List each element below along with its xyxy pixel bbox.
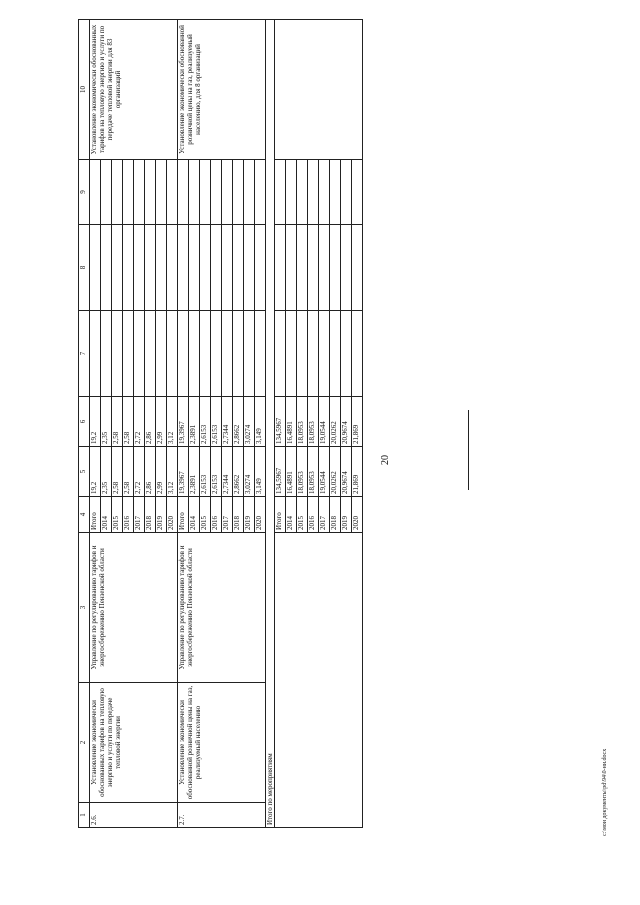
year-cell: 2017 — [319, 497, 330, 533]
empty-col7-cell — [189, 311, 200, 397]
empty-col8-cell — [167, 225, 178, 311]
empty-col7-cell — [352, 311, 363, 397]
value-col6-cell: 16,4891 — [286, 397, 297, 447]
value-col6-cell: 2,86 — [145, 397, 156, 447]
value-col6-cell: 2,8662 — [233, 397, 244, 447]
empty-col9-cell — [319, 160, 330, 225]
table-row — [90, 20, 101, 828]
empty-col9-cell — [275, 160, 286, 225]
year-cell: 2019 — [156, 497, 167, 533]
empty-col7-cell — [308, 311, 319, 397]
value-col5-cell: 134,5967 — [275, 447, 286, 497]
value-col5-cell: 21,869 — [352, 447, 363, 497]
value-col5-cell: 3,0274 — [244, 447, 255, 497]
year-cell: 2018 — [145, 497, 156, 533]
total-label-row — [266, 20, 275, 828]
year-cell: Итого — [178, 497, 189, 533]
empty-col7-cell — [156, 311, 167, 397]
measure-name-cell: Установление экономически обоснованных тарифов на тепловую энергию и услуги по передаче тепловой энергии — [90, 683, 178, 803]
measures-table — [78, 19, 363, 828]
value-col5-cell: 18,0953 — [308, 447, 319, 497]
empty-col8-cell — [330, 225, 341, 311]
year-cell: 2014 — [189, 497, 200, 533]
empty-col9-cell — [167, 160, 178, 225]
empty-col9-cell — [101, 160, 112, 225]
empty-col7-cell — [167, 311, 178, 397]
year-cell: 2020 — [352, 497, 363, 533]
empty-col7-cell — [319, 311, 330, 397]
year-cell: 2015 — [112, 497, 123, 533]
total-row — [275, 20, 286, 828]
empty-col9-cell — [286, 160, 297, 225]
empty-col8-cell — [341, 225, 352, 311]
expected-result-cell: Установление экономически обоснованной розничной цены на газ, реализуемый населению, для 8 организаций — [178, 20, 266, 160]
empty-col9-cell — [134, 160, 145, 225]
year-cell: 2016 — [308, 497, 319, 533]
empty-col9-cell — [211, 160, 222, 225]
value-col6-cell: 21,869 — [352, 397, 363, 447]
empty-col8-cell — [233, 225, 244, 311]
value-col5-cell: 2,6153 — [211, 447, 222, 497]
year-cell: Итого — [275, 497, 286, 533]
empty-col8-cell — [308, 225, 319, 311]
empty-col8-cell — [275, 225, 286, 311]
empty-col8-cell — [286, 225, 297, 311]
value-col5-cell: 19,0544 — [319, 447, 330, 497]
column-header-8: 8 — [79, 225, 90, 311]
value-col6-cell: 20,9674 — [341, 397, 352, 447]
empty-col7-cell — [123, 311, 134, 397]
value-col6-cell: 2,58 — [123, 397, 134, 447]
empty-col8-cell — [222, 225, 233, 311]
total-empty-result-cell — [275, 20, 363, 160]
empty-col7-cell — [341, 311, 352, 397]
empty-col8-cell — [90, 225, 101, 311]
value-col5-cell: 2,3891 — [189, 447, 200, 497]
year-cell: 2016 — [211, 497, 222, 533]
empty-col7-cell — [101, 311, 112, 397]
column-header-10: 10 — [79, 20, 90, 160]
empty-col9-cell — [178, 160, 189, 225]
value-col5-cell: 2,6153 — [200, 447, 211, 497]
empty-col7-cell — [233, 311, 244, 397]
empty-col7-cell — [145, 311, 156, 397]
measure-number-cell: 2.6. — [90, 803, 178, 828]
empty-col8-cell — [145, 225, 156, 311]
value-col6-cell: 18,0953 — [308, 397, 319, 447]
year-cell: 2017 — [222, 497, 233, 533]
year-cell: 2014 — [101, 497, 112, 533]
year-cell: 2016 — [123, 497, 134, 533]
value-col5-cell: 2,58 — [112, 447, 123, 497]
empty-col9-cell — [112, 160, 123, 225]
value-col5-cell: 3,149 — [255, 447, 266, 497]
empty-col9-cell — [308, 160, 319, 225]
empty-col7-cell — [222, 311, 233, 397]
empty-col8-cell — [297, 225, 308, 311]
value-col6-cell: 2,72 — [134, 397, 145, 447]
value-col6-cell: 18,0953 — [297, 397, 308, 447]
value-col6-cell: 3,149 — [255, 397, 266, 447]
empty-col8-cell — [101, 225, 112, 311]
empty-col7-cell — [178, 311, 189, 397]
page-number: 20 — [380, 455, 391, 465]
empty-col7-cell — [286, 311, 297, 397]
column-header-3: 3 — [79, 533, 90, 683]
value-col5-cell: 2,72 — [134, 447, 145, 497]
year-cell: 2019 — [341, 497, 352, 533]
empty-col8-cell — [189, 225, 200, 311]
value-col6-cell: 19,3967 — [178, 397, 189, 447]
empty-col7-cell — [244, 311, 255, 397]
year-cell: 2020 — [167, 497, 178, 533]
empty-col9-cell — [156, 160, 167, 225]
empty-col8-cell — [352, 225, 363, 311]
empty-col9-cell — [189, 160, 200, 225]
empty-col9-cell — [297, 160, 308, 225]
separator-line — [468, 410, 469, 490]
value-col5-cell: 3,12 — [167, 447, 178, 497]
empty-col9-cell — [233, 160, 244, 225]
total-empty-cell — [275, 533, 363, 828]
empty-col8-cell — [134, 225, 145, 311]
empty-col9-cell — [330, 160, 341, 225]
empty-col7-cell — [90, 311, 101, 397]
value-col6-cell: 20,0262 — [330, 397, 341, 447]
empty-col7-cell — [112, 311, 123, 397]
column-header-1: 1 — [79, 803, 90, 828]
year-cell: 2015 — [297, 497, 308, 533]
empty-col8-cell — [156, 225, 167, 311]
year-cell: 2018 — [233, 497, 244, 533]
empty-col8-cell — [178, 225, 189, 311]
value-col5-cell: 2,35 — [101, 447, 112, 497]
empty-col9-cell — [255, 160, 266, 225]
empty-col8-cell — [112, 225, 123, 311]
year-cell: 2014 — [286, 497, 297, 533]
empty-col8-cell — [211, 225, 222, 311]
value-col6-cell: 2,7344 — [222, 397, 233, 447]
expected-result-cell: Установление экономически обоснованных тарифов на тепловую энергию и услуги по передаче тепловой энергии для 83 организаций — [90, 20, 178, 160]
value-col5-cell: 2,8662 — [233, 447, 244, 497]
empty-col8-cell — [255, 225, 266, 311]
empty-col9-cell — [244, 160, 255, 225]
column-header-2: 2 — [79, 683, 90, 803]
value-col6-cell: 2,35 — [101, 397, 112, 447]
empty-col9-cell — [352, 160, 363, 225]
empty-col9-cell — [145, 160, 156, 225]
value-col5-cell: 20,0262 — [330, 447, 341, 497]
value-col6-cell: 2,3891 — [189, 397, 200, 447]
value-col6-cell: 3,0274 — [244, 397, 255, 447]
empty-col9-cell — [222, 160, 233, 225]
value-col6-cell: 3,12 — [167, 397, 178, 447]
column-header-7: 7 — [79, 311, 90, 397]
empty-col7-cell — [211, 311, 222, 397]
column-header-6: 6 — [79, 397, 90, 447]
value-col6-cell: 2,6153 — [200, 397, 211, 447]
footer-file-path: c:\мои документы\pd\94\0-ни.docx — [602, 748, 608, 836]
value-col6-cell: 19,0544 — [319, 397, 330, 447]
empty-col7-cell — [255, 311, 266, 397]
empty-col7-cell — [134, 311, 145, 397]
value-col6-cell: 2,6153 — [211, 397, 222, 447]
executor-cell: Управление по регулированию тарифов и энергосбережению Пензенской области — [90, 533, 178, 683]
total-label-cell: Итого по мероприятиям — [266, 20, 275, 828]
year-cell: Итого — [90, 497, 101, 533]
empty-col9-cell — [90, 160, 101, 225]
year-cell: 2020 — [255, 497, 266, 533]
column-header-9: 9 — [79, 160, 90, 225]
value-col5-cell: 2,86 — [145, 447, 156, 497]
value-col5-cell: 2,99 — [156, 447, 167, 497]
year-cell: 2019 — [244, 497, 255, 533]
value-col6-cell: 2,99 — [156, 397, 167, 447]
value-col5-cell: 20,9674 — [341, 447, 352, 497]
value-col5-cell: 16,4891 — [286, 447, 297, 497]
year-cell: 2018 — [330, 497, 341, 533]
value-col6-cell: 19,2 — [90, 397, 101, 447]
empty-col7-cell — [200, 311, 211, 397]
value-col5-cell: 19,2 — [90, 447, 101, 497]
measure-name-cell: Установление экономически обоснованной розничной цены на газ, реализуемый населению — [178, 683, 266, 803]
empty-col7-cell — [330, 311, 341, 397]
measure-number-cell: 2.7. — [178, 803, 266, 828]
table-row — [178, 20, 189, 828]
value-col5-cell: 2,58 — [123, 447, 134, 497]
value-col6-cell: 134,5967 — [275, 397, 286, 447]
empty-col7-cell — [275, 311, 286, 397]
value-col5-cell: 18,0953 — [297, 447, 308, 497]
empty-col8-cell — [319, 225, 330, 311]
year-cell: 2015 — [200, 497, 211, 533]
empty-col9-cell — [123, 160, 134, 225]
empty-col7-cell — [297, 311, 308, 397]
value-col5-cell: 2,7344 — [222, 447, 233, 497]
column-header-4: 4 — [79, 497, 90, 533]
year-cell: 2017 — [134, 497, 145, 533]
empty-col8-cell — [244, 225, 255, 311]
executor-cell: Управление по регулированию тарифов и энергосбережению Пензенской области — [178, 533, 266, 683]
empty-col8-cell — [123, 225, 134, 311]
column-header-5: 5 — [79, 447, 90, 497]
rotated-table-container — [78, 20, 438, 828]
value-col5-cell: 19,3967 — [178, 447, 189, 497]
value-col6-cell: 2,58 — [112, 397, 123, 447]
empty-col8-cell — [200, 225, 211, 311]
empty-col9-cell — [341, 160, 352, 225]
empty-col9-cell — [200, 160, 211, 225]
header-row — [79, 20, 90, 828]
